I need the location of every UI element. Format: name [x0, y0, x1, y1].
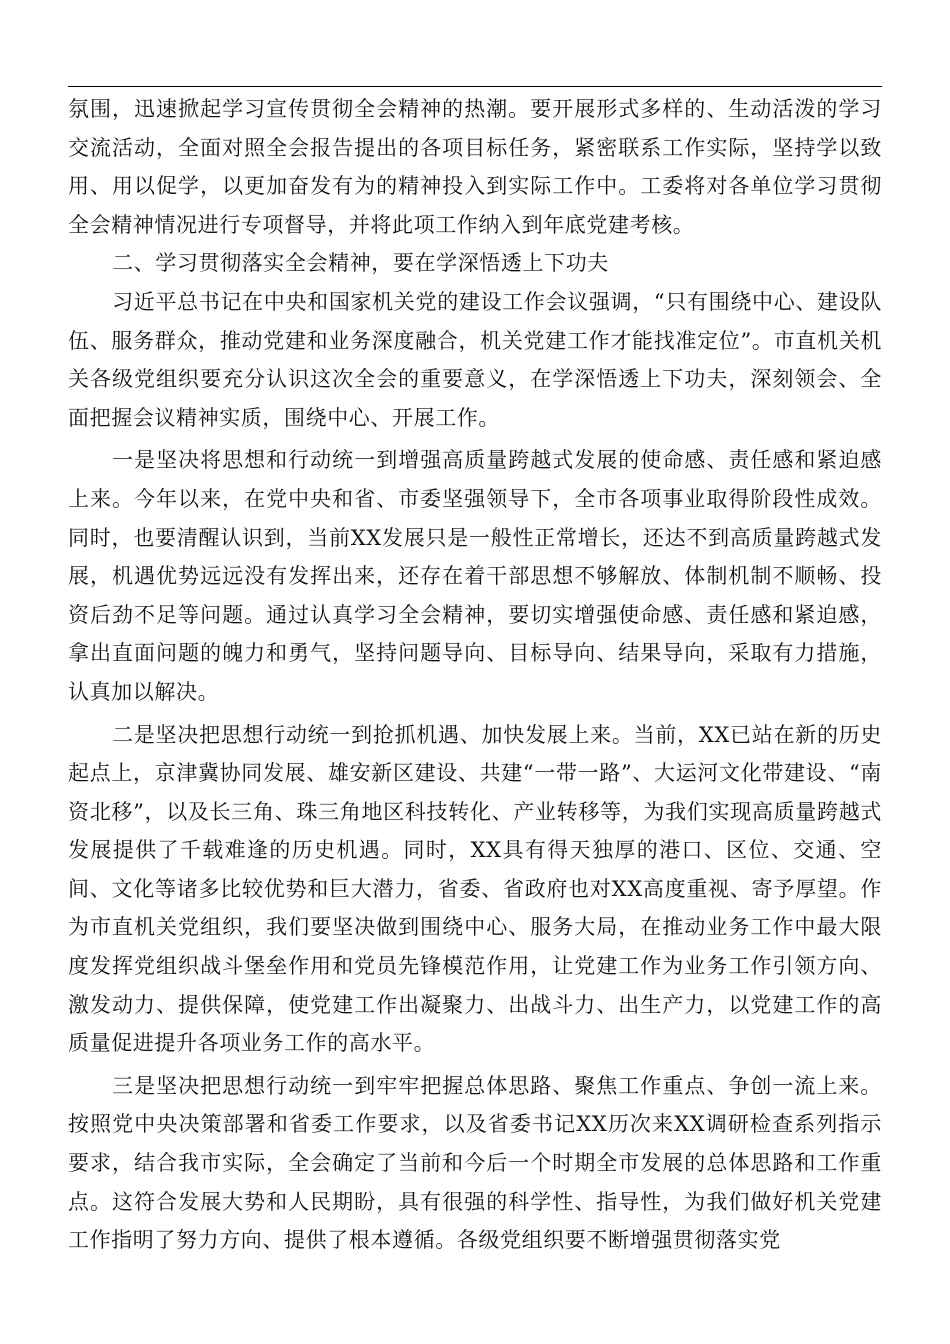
paragraph-point-one: 一是坚决将思想和行动统一到增强高质量跨越式发展的使命感、责任感和紧迫感上来。今年以来，在党中央和省、市委坚强领导下，全市各项事业取得阶段性成效。同时，也要清醒认识到，当前XX发展只是一般性正常增长，还达不到高质量跨越式发展，机遇优势远远没有发挥出来，还存在着干部思想不够解放、体制机制不顺畅、投资后劲不足等问题。通过认真学习全会精神，要切实增强使命感、责任感和紧迫感，拿出直面问题的魄力和勇气，坚持问题导向、目标导向、结果导向，采取有力措施，认真加以解决。 — [68, 448, 882, 704]
header-rule — [68, 86, 882, 87]
paragraph-quote: 习近平总书记在中央和国家机关党的建设工作会议强调，“只有围绕中心、建设队伍、服务群众，推动党建和业务深度融合，机关党建工作才能找准定位”。市直机关机关各级党组织要充分认识这次全会的重要意义，在学深悟透上下功夫，深刻领会、全面把握会议精神实质，围绕中心、开展工作。 — [68, 289, 882, 430]
paragraph-point-two: 二是坚决把思想行动统一到抢抓机遇、加快发展上来。当前，XX已站在新的历史起点上，京津冀协同发展、雄安新区建设、共建“一带一路”、大运河文化带建设、“南资北移”，以及长三角、珠三角地区科技转化、产业转移等，为我们实现高质量跨越式发展提供了千载难逢的历史机遇。同时，XX具有得天独厚的港口、区位、交通、空间、文化等诸多比较优势和巨大潜力，省委、省政府也对XX高度重视、寄予厚望。作为市直机关党组织，我们要坚决做到围绕中心、服务大局，在推动业务工作中最大限度发挥党组织战斗堡垒作用和党员先锋模范作用，让党建工作为业务工作引领方向、激发动力、提供保障，使党建工作出凝聚力、出战斗力、出生产力，以党建工作的高质量促进提升各项业务工作的高水平。 — [68, 722, 882, 1056]
paragraph-point-three: 三是坚决把思想行动统一到牢牢把握总体思路、聚焦工作重点、争创一流上来。按照党中央决策部署和省委工作要求，以及省委书记XX历次来XX调研检查系列指示要求，结合我市实际，全会确定了当前和今后一个时期全市发展的总体思路和工作重点。这符合发展大势和人民期盼，具有很强的科学性、指导性，为我们做好机关党建工作指明了努力方向、提供了根本遵循。各级党组织要不断增强贯彻落实党 — [68, 1073, 882, 1253]
section-heading: 二、学习贯彻落实全会精神，要在学深悟透上下功夫 — [112, 251, 609, 276]
paragraph-continuation: 氛围，迅速掀起学习宣传贯彻全会精神的热潮。要开展形式多样的、生动活泼的学习交流活动，全面对照全会报告提出的各项目标任务，紧密联系工作实际，坚持学以致用、用以促学，以更加奋发有为的精神投入到实际工作中。工委将对各单位学习贯彻全会精神情况进行专项督导，并将此项工作纳入到年底党建考核。 — [68, 97, 882, 237]
document-body — [68, 90, 882, 1260]
